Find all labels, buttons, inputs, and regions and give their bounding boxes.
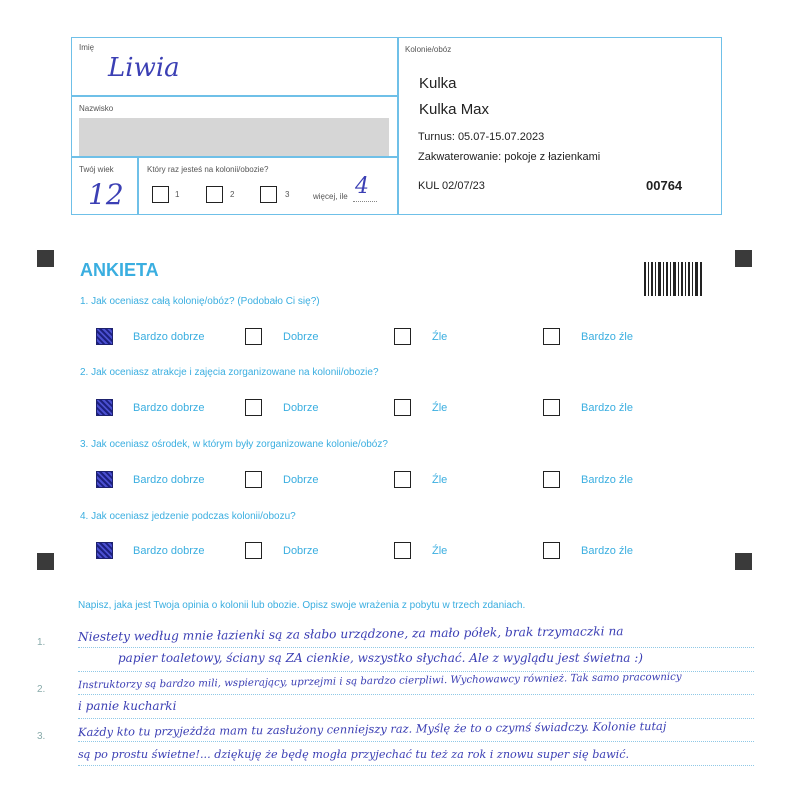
visit-option-1-label: 1 [175, 190, 180, 199]
q1-bardzo-zle-label: Bardzo źle [581, 331, 633, 343]
nazwisko-label: Nazwisko [79, 104, 114, 113]
opinion-prompt: Napisz, jaka jest Twoja opinia o kolonii lub obozie. Opisz swoje wrażenia z pobytu w trzech zdaniach. [78, 600, 526, 611]
q3-zle-checkbox[interactable] [394, 471, 411, 488]
corner-marker [37, 553, 54, 570]
q1-bardzo-dobrze-checkbox[interactable] [96, 328, 113, 345]
q2-bardzo-zle-checkbox[interactable] [543, 399, 560, 416]
q2-bardzo-dobrze-checkbox[interactable] [96, 399, 113, 416]
answer-line [78, 741, 754, 742]
answer-line-4-text: i panie kucharki [78, 699, 177, 713]
survey-title: ANKIETA [80, 260, 159, 280]
answer-line-3-text: Instruktorzy są bardzo mili, wspierający, uprzejmi i są bardzo cierpliwi. Wychowawcy również. Tak samo pracownicy [77, 671, 682, 692]
corner-marker [735, 250, 752, 267]
visit-option-2-checkbox[interactable] [206, 186, 223, 203]
answer-line-5-text: Każdy kto tu przyjeżdża mam tu zasłużony cenniejszy raz. Myślę że to o czymś świadczy. Kolonie tutaj [77, 718, 667, 740]
divider-nazwisko [72, 156, 397, 158]
q2-zle-label: Źle [432, 402, 448, 414]
divider-wiek [137, 156, 139, 214]
q1-zle-checkbox[interactable] [394, 328, 411, 345]
q4-zle-label: Źle [432, 545, 448, 557]
barcode-icon [644, 262, 702, 296]
q3-bardzo-dobrze-label: Bardzo dobrze [133, 474, 205, 486]
question-3: 3. Jak oceniasz ośrodek, w którym były zorganizowane kolonie/obóz? [80, 439, 388, 450]
q4-bardzo-dobrze-checkbox[interactable] [96, 542, 113, 559]
turnus: Turnus: 05.07-15.07.2023 [418, 131, 545, 143]
q4-dobrze-label: Dobrze [283, 545, 319, 557]
q2-zle-checkbox[interactable] [394, 399, 411, 416]
answer-line-6-text: są po prostu świetne!... dziękuję że będę mogła przyjechać tu też za rok i znowu super się bawić. [78, 748, 630, 761]
camp-name: Kulka [419, 75, 457, 92]
q1-dobrze-checkbox[interactable] [245, 328, 262, 345]
form-number: 00764 [646, 178, 683, 193]
q2-dobrze-checkbox[interactable] [245, 399, 262, 416]
visit-option-3-checkbox[interactable] [260, 186, 277, 203]
q4-zle-checkbox[interactable] [394, 542, 411, 559]
wiecej-value: 4 [355, 174, 369, 199]
corner-marker [37, 250, 54, 267]
corner-marker [735, 553, 752, 570]
q1-zle-label: Źle [432, 331, 448, 343]
visit-option-2-label: 2 [230, 190, 235, 199]
q4-bardzo-zle-checkbox[interactable] [543, 542, 560, 559]
line-number-3: 3. [37, 731, 46, 742]
q2-bardzo-zle-label: Bardzo źle [581, 402, 633, 414]
wiecej-dotline [353, 201, 377, 202]
answer-line [78, 765, 754, 766]
q3-zle-label: Źle [432, 474, 448, 486]
q3-bardzo-dobrze-checkbox[interactable] [96, 471, 113, 488]
camp-code: KUL 02/07/23 [418, 180, 485, 192]
answer-line [78, 694, 754, 695]
answer-line [78, 647, 754, 648]
question-1: 1. Jak oceniasz całą kolonię/obóz? (Podobało Ci się?) [80, 296, 320, 307]
visit-option-3-label: 3 [285, 190, 290, 199]
imie-label: Imię [79, 43, 95, 52]
divider-imie [72, 95, 397, 97]
wiek-value: 12 [88, 178, 124, 211]
ktory-raz-label: Który raz jesteś na kolonii/obozie? [147, 165, 269, 174]
imie-value: Liwia [108, 53, 180, 83]
q4-bardzo-zle-label: Bardzo źle [581, 545, 633, 557]
q4-dobrze-checkbox[interactable] [245, 542, 262, 559]
q3-dobrze-checkbox[interactable] [245, 471, 262, 488]
nazwisko-redaction [79, 118, 389, 156]
camp-variant: Kulka Max [419, 101, 490, 118]
q2-dobrze-label: Dobrze [283, 402, 319, 414]
q1-bardzo-zle-checkbox[interactable] [543, 328, 560, 345]
zakwaterowanie: Zakwaterowanie: pokoje z łazienkami [418, 151, 601, 163]
q4-bardzo-dobrze-label: Bardzo dobrze [133, 545, 205, 557]
q2-bardzo-dobrze-label: Bardzo dobrze [133, 402, 205, 414]
question-4: 4. Jak oceniasz jedzenie podczas kolonii/obozu? [80, 511, 296, 522]
answer-line-1-text: Niestety według mnie łazienki są za słabo urządzone, za mało półek, brak trzymaczki na [77, 624, 624, 644]
q1-dobrze-label: Dobrze [283, 331, 319, 343]
q3-dobrze-label: Dobrze [283, 474, 319, 486]
visit-option-1-checkbox[interactable] [152, 186, 169, 203]
q3-bardzo-zle-checkbox[interactable] [543, 471, 560, 488]
header-divider [397, 38, 399, 214]
q3-bardzo-zle-label: Bardzo źle [581, 474, 633, 486]
line-number-1: 1. [37, 637, 46, 648]
question-2: 2. Jak oceniasz atrakcje i zajęcia zorganizowane na kolonii/obozie? [80, 367, 379, 378]
q1-bardzo-dobrze-label: Bardzo dobrze [133, 331, 205, 343]
kolonie-label: Kolonie/obóz [405, 45, 452, 54]
line-number-2: 2. [37, 684, 46, 695]
wiecej-label: więcej, ile [313, 192, 348, 201]
wiek-label: Twój wiek [79, 165, 114, 174]
header-form [71, 37, 722, 215]
answer-line-2-text: papier toaletowy, ściany są ZA cienkie, wszystko słychać. Ale z wyglądu jest świetna :) [118, 651, 643, 665]
